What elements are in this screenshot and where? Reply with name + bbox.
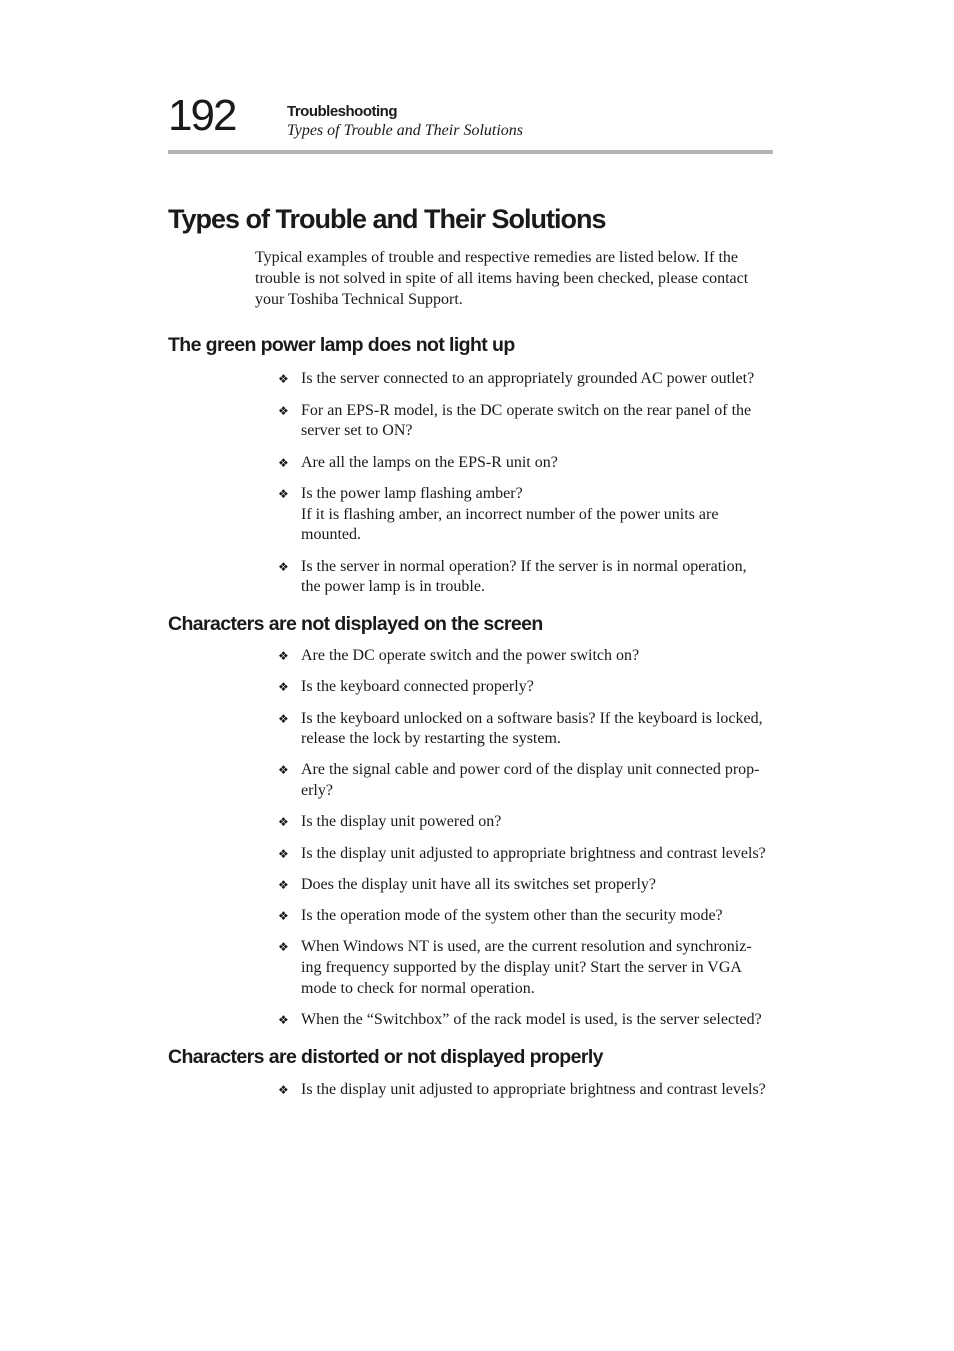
item-line: server set to ON? [301, 422, 413, 440]
item-line: When Windows NT is used, are the current resolution and synchroniz- [301, 938, 752, 956]
running-header-subsection: Types of Trouble and Their Solutions [287, 122, 524, 139]
checklist-no-characters [278, 646, 773, 1031]
diamond-bullet-icon: ❖ [278, 680, 289, 695]
diamond-bullet-icon: ❖ [278, 877, 289, 892]
list-item [278, 812, 773, 833]
section-heading-no-characters: Characters are not displayed on the screen [168, 613, 543, 636]
checklist-distorted-characters [278, 1080, 773, 1101]
diamond-bullet-icon: ❖ [278, 455, 289, 470]
diamond-bullet-icon: ❖ [278, 909, 289, 924]
item-line: Is the keyboard unlocked on a software basis? If the keyboard is locked, [301, 709, 763, 727]
item-line: Is the power lamp flashing amber? [301, 484, 523, 502]
item-line: the power lamp is in trouble. [301, 578, 485, 596]
item-line: mounted. [301, 526, 361, 544]
diamond-bullet-icon: ❖ [278, 403, 289, 418]
list-item [278, 906, 773, 927]
list-item [278, 1010, 773, 1031]
diamond-bullet-icon: ❖ [278, 649, 289, 664]
intro-line: trouble is not solved in spite of all items having been checked, please contact [255, 269, 749, 287]
running-header-section: Troubleshooting [287, 103, 397, 120]
list-item [278, 677, 773, 698]
item-line: Is the server in normal operation? If the server is in normal operation, [301, 557, 747, 575]
diamond-bullet-icon: ❖ [278, 1013, 289, 1027]
item-line: release the lock by restarting the system. [301, 730, 561, 748]
diamond-bullet-icon: ❖ [278, 1082, 289, 1097]
item-line: Does the display unit have all its switches set properly? [301, 875, 657, 893]
list-item [278, 1080, 773, 1101]
diamond-bullet-icon: ❖ [278, 846, 289, 861]
page-content [168, 202, 773, 1111]
intro-paragraph [255, 248, 773, 310]
item-line: Are the signal cable and power cord of the display unit connected prop- [301, 761, 760, 779]
item-line: Is the server connected to an appropriately grounded AC power outlet? [301, 370, 755, 388]
running-header [287, 103, 523, 141]
list-item [278, 369, 773, 390]
diamond-bullet-icon: ❖ [278, 711, 289, 726]
item-line: Is the keyboard connected properly? [301, 678, 534, 696]
header-rule [168, 150, 773, 154]
list-item [278, 709, 773, 751]
list-item [278, 453, 773, 474]
list-item [278, 484, 773, 546]
intro-line: your Toshiba Technical Support. [255, 290, 463, 308]
checklist-power-lamp [278, 369, 773, 598]
list-item [278, 646, 773, 667]
diamond-bullet-icon: ❖ [278, 486, 289, 501]
page-number: 192 [168, 91, 236, 140]
item-line: Is the display unit adjusted to appropriate brightness and contrast levels? [301, 844, 766, 862]
section-heading-distorted-characters: Characters are distorted or not displayed properly [168, 1045, 603, 1068]
page-title: Types of Trouble and Their Solutions [168, 204, 606, 234]
list-item [278, 875, 773, 896]
list-item [278, 760, 773, 802]
item-line: Is the display unit powered on? [301, 813, 502, 831]
item-line: ing frequency supported by the display unit? Start the server in VGA [301, 959, 742, 977]
list-item [278, 844, 773, 865]
intro-line: Typical examples of trouble and respective remedies are listed below. If the [255, 249, 738, 266]
diamond-bullet-icon: ❖ [278, 815, 289, 830]
diamond-bullet-icon: ❖ [278, 940, 289, 955]
item-line: For an EPS-R model, is the DC operate switch on the rear panel of the [301, 401, 752, 419]
list-item [278, 401, 773, 443]
item-line: Are all the lamps on the EPS-R unit on? [301, 453, 558, 471]
section-heading-power-lamp: The green power lamp does not light up [168, 334, 515, 357]
item-line: Is the display unit adjusted to appropriate brightness and contrast levels? [301, 1080, 766, 1098]
item-line: Are the DC operate switch and the power switch on? [301, 647, 640, 665]
item-line: If it is flashing amber, an incorrect number of the power units are [301, 505, 719, 523]
list-item [278, 557, 773, 599]
item-line: erly? [301, 782, 333, 800]
item-line: Is the operation mode of the system other than the security mode? [301, 907, 723, 925]
diamond-bullet-icon: ❖ [278, 763, 289, 778]
diamond-bullet-icon: ❖ [278, 559, 289, 574]
list-item [278, 937, 773, 999]
diamond-bullet-icon: ❖ [278, 372, 289, 387]
item-line: mode to check for normal operation. [301, 979, 535, 997]
item-line: When the “Switchbox” of the rack model is used, is the server selected? [301, 1011, 762, 1028]
